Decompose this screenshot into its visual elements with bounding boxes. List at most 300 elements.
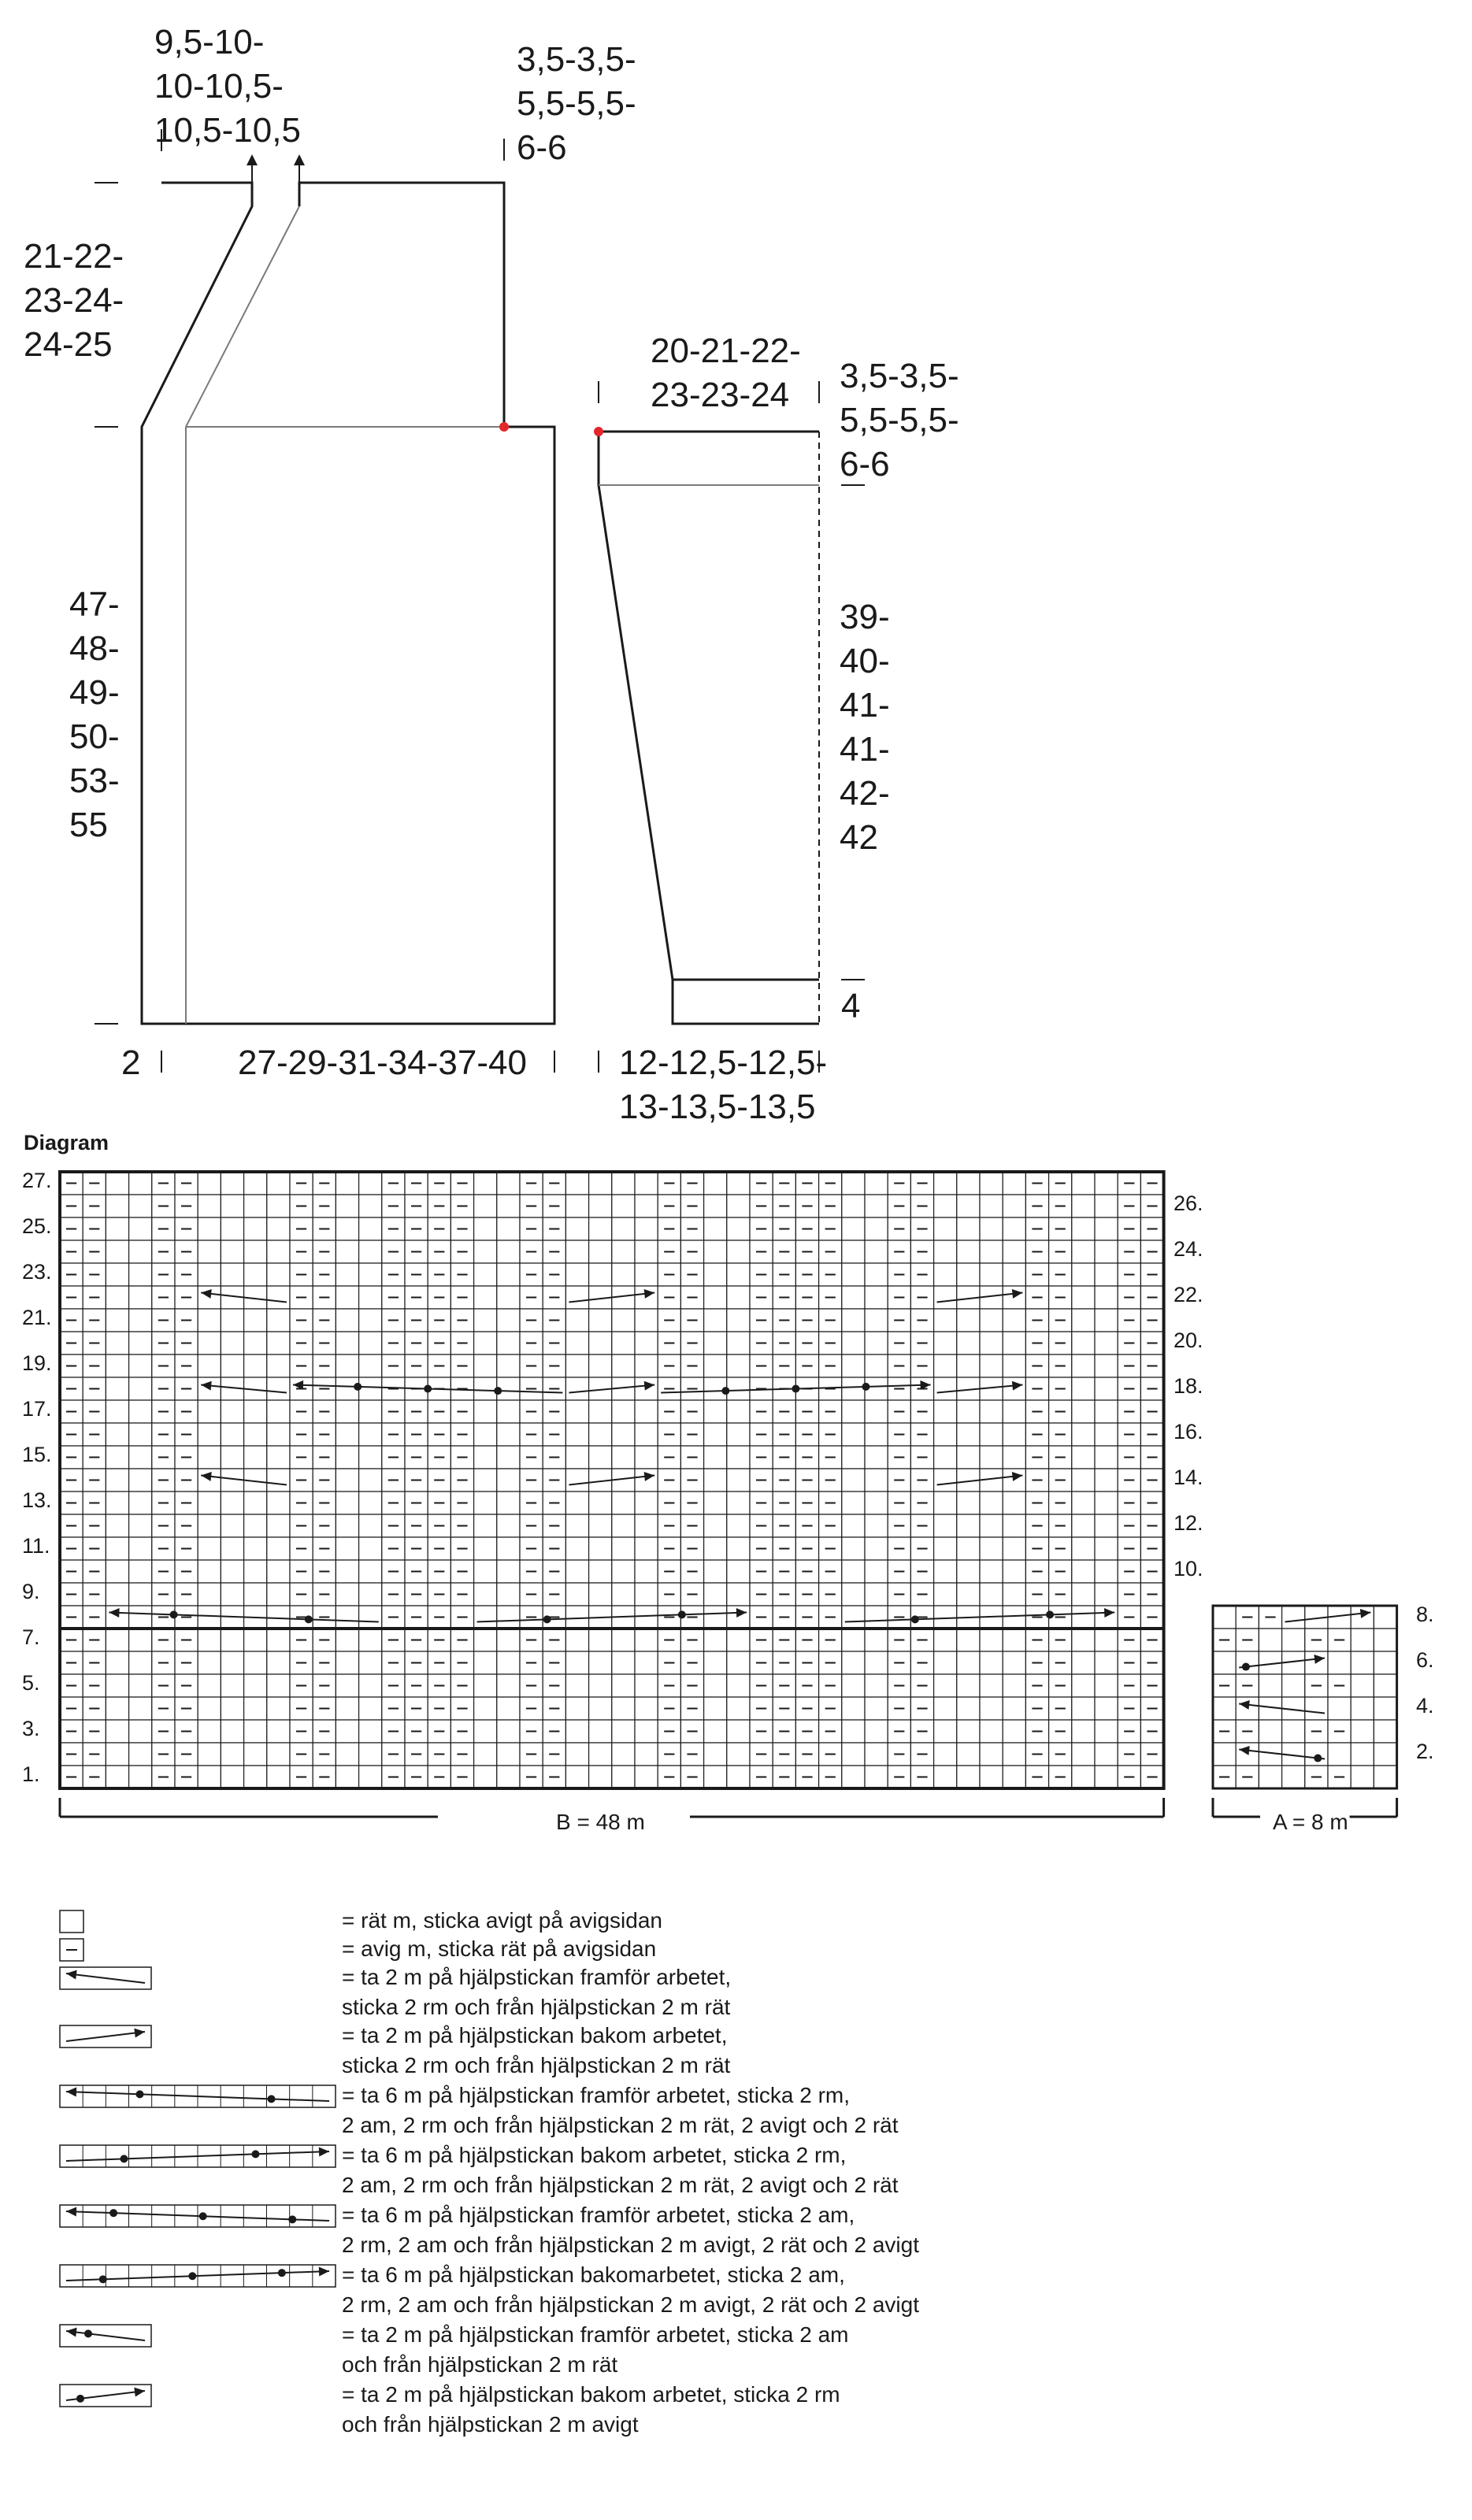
row-label-5: 5. xyxy=(22,1671,40,1695)
stitch-cell xyxy=(1095,1195,1118,1217)
legend-arrow-6-dot-1 xyxy=(199,2212,207,2220)
stitch-cell xyxy=(336,1651,358,1674)
stitch-cell xyxy=(1095,1354,1118,1377)
stitch-cell xyxy=(865,1629,888,1651)
stitch-cell xyxy=(244,1309,267,1332)
stitch-cell xyxy=(336,1674,358,1697)
stitch-cell xyxy=(612,1629,635,1651)
stitch-cell xyxy=(589,1263,612,1286)
stitch-cell xyxy=(727,1309,750,1332)
stitch-cell xyxy=(704,1354,727,1377)
stitch-cell xyxy=(1072,1514,1095,1537)
stitch-cell xyxy=(1095,1720,1118,1743)
stitch-cell xyxy=(129,1377,152,1400)
stitch-cell xyxy=(244,1629,267,1651)
stitch-cell xyxy=(474,1400,497,1423)
legend-arrow-4-dot-0 xyxy=(268,2095,276,2103)
stitch-cell xyxy=(244,1492,267,1514)
a-stitch-cell xyxy=(1351,1651,1374,1674)
stitch-cell xyxy=(1072,1469,1095,1492)
body-measure-ticks xyxy=(95,129,554,1073)
a-stitch-cell xyxy=(1328,1743,1351,1766)
stitch-cell xyxy=(221,1240,243,1263)
stitch-cell xyxy=(336,1354,358,1377)
stitch-cell xyxy=(865,1446,888,1469)
sleeve-piece-outline xyxy=(599,432,819,1024)
stitch-cell xyxy=(635,1446,658,1469)
legend-symbol-cable-2-2-front xyxy=(60,1967,151,1989)
stitch-cell xyxy=(865,1309,888,1332)
stitch-cell xyxy=(244,1172,267,1195)
stitch-cell xyxy=(957,1583,980,1606)
stitch-cell xyxy=(842,1423,865,1446)
row-label-11: 11. xyxy=(22,1534,50,1558)
stitch-cell xyxy=(934,1514,957,1537)
stitch-cell xyxy=(497,1332,520,1354)
stitch-cell xyxy=(497,1674,520,1697)
band-width-label: 2 xyxy=(121,1043,141,1082)
stitch-cell xyxy=(612,1172,635,1195)
a-stitch-cell xyxy=(1282,1674,1305,1697)
stitch-cell xyxy=(1072,1400,1095,1423)
stitch-cell xyxy=(106,1309,128,1332)
a-row-label-4: 4. xyxy=(1416,1694,1434,1718)
stitch-cell xyxy=(474,1332,497,1354)
row-label-12: 12. xyxy=(1174,1511,1203,1535)
stitch-cell xyxy=(635,1674,658,1697)
stitch-cell xyxy=(957,1560,980,1583)
stitch-cell xyxy=(934,1354,957,1377)
stitch-cell xyxy=(359,1172,382,1195)
stitch-cell xyxy=(565,1263,588,1286)
cable-row18-b-dot-2 xyxy=(354,1383,362,1391)
stitch-cell xyxy=(267,1400,290,1423)
stitch-cell xyxy=(635,1309,658,1332)
stitch-cell xyxy=(497,1423,520,1446)
stitch-cell xyxy=(336,1514,358,1537)
stitch-cell xyxy=(957,1492,980,1514)
stitch-cell xyxy=(244,1514,267,1537)
stitch-cell xyxy=(842,1674,865,1697)
stitch-cell xyxy=(1095,1514,1118,1537)
stitch-cell xyxy=(635,1720,658,1743)
stitch-cell xyxy=(957,1720,980,1743)
stitch-cell xyxy=(704,1743,727,1766)
stitch-cell xyxy=(106,1377,128,1400)
stitch-cell xyxy=(106,1263,128,1286)
stitch-cell xyxy=(1095,1172,1118,1195)
stitch-cell xyxy=(1095,1446,1118,1469)
stitch-cell xyxy=(842,1195,865,1217)
stitch-cell xyxy=(497,1514,520,1537)
stitch-cell xyxy=(589,1195,612,1217)
a-stitch-cell xyxy=(1351,1766,1374,1788)
stitch-cell xyxy=(474,1766,497,1788)
a-stitch-cell xyxy=(1282,1606,1305,1629)
legend-arrow-6-dot-2 xyxy=(109,2209,117,2217)
stitch-cell xyxy=(359,1606,382,1629)
stitch-cell xyxy=(198,1492,221,1514)
stitch-cell xyxy=(704,1446,727,1469)
stitch-cell xyxy=(129,1743,152,1766)
stitch-cell xyxy=(934,1195,957,1217)
stitch-cell xyxy=(842,1354,865,1377)
a-stitch-cell xyxy=(1328,1651,1351,1674)
stitch-cell xyxy=(474,1172,497,1195)
stitch-cell xyxy=(980,1172,1003,1195)
stitch-cell xyxy=(934,1172,957,1195)
stitch-cell xyxy=(980,1423,1003,1446)
stitch-cell xyxy=(359,1492,382,1514)
body-length-label: 47- 48- 49- 50- 53- 55 xyxy=(69,585,120,844)
stitch-cell xyxy=(842,1743,865,1766)
a-cable-row2-dot-0 xyxy=(1314,1755,1322,1762)
stitch-cell xyxy=(612,1537,635,1560)
stitch-cell xyxy=(635,1217,658,1240)
stitch-cell xyxy=(980,1354,1003,1377)
stitch-cell xyxy=(727,1446,750,1469)
cable-row8-a-dot-0 xyxy=(305,1615,313,1623)
stitch-cell xyxy=(129,1674,152,1697)
stitch-cell xyxy=(129,1606,152,1629)
stitch-cell xyxy=(221,1217,243,1240)
stitch-cell xyxy=(336,1469,358,1492)
stitch-cell xyxy=(474,1743,497,1766)
stitch-cell xyxy=(106,1629,128,1651)
stitch-cell xyxy=(359,1286,382,1309)
stitch-cell xyxy=(612,1263,635,1286)
stitch-cell xyxy=(221,1514,243,1537)
row-label-13: 13. xyxy=(22,1488,52,1512)
stitch-cell xyxy=(221,1263,243,1286)
stitch-cell xyxy=(1003,1537,1025,1560)
stitch-cell xyxy=(497,1720,520,1743)
cable-row8-a-dot-1 xyxy=(170,1610,178,1618)
stitch-cell xyxy=(842,1629,865,1651)
stitch-cell xyxy=(565,1423,588,1446)
stitch-cell xyxy=(198,1217,221,1240)
stitch-cell xyxy=(589,1537,612,1560)
stitch-cell xyxy=(635,1583,658,1606)
stitch-cell xyxy=(359,1537,382,1560)
stitch-cell xyxy=(589,1720,612,1743)
stitch-cell xyxy=(267,1263,290,1286)
cable-row8-b-dot-1 xyxy=(678,1610,686,1618)
stitch-cell xyxy=(704,1560,727,1583)
stitch-cell xyxy=(1072,1629,1095,1651)
stitch-cell xyxy=(957,1514,980,1537)
diagram-a-width-label: A = 8 m xyxy=(1273,1810,1348,1834)
stitch-cell xyxy=(704,1332,727,1354)
stitch-cell xyxy=(244,1195,267,1217)
stitch-cell xyxy=(1003,1720,1025,1743)
stitch-cell xyxy=(980,1332,1003,1354)
stitch-cell xyxy=(842,1172,865,1195)
stitch-cell xyxy=(336,1240,358,1263)
stitch-cell xyxy=(934,1583,957,1606)
stitch-cell xyxy=(612,1332,635,1354)
stitch-cell xyxy=(198,1195,221,1217)
stitch-cell xyxy=(267,1469,290,1492)
cuff-label: 4 xyxy=(841,987,861,1025)
stitch-cell xyxy=(474,1560,497,1583)
stitch-cell xyxy=(565,1172,588,1195)
stitch-cell xyxy=(1072,1195,1095,1217)
stitch-cell xyxy=(198,1697,221,1720)
stitch-cell xyxy=(497,1743,520,1766)
stitch-cell xyxy=(129,1423,152,1446)
stitch-cell xyxy=(336,1423,358,1446)
stitch-cell xyxy=(1072,1651,1095,1674)
stitch-cell xyxy=(957,1743,980,1766)
legend-arrow-6-dot-0 xyxy=(288,2215,296,2223)
stitch-cell xyxy=(1095,1400,1118,1423)
stitch-cell xyxy=(865,1400,888,1423)
stitch-cell xyxy=(1072,1354,1095,1377)
stitch-cell xyxy=(842,1332,865,1354)
stitch-cell xyxy=(1003,1651,1025,1674)
stitch-cell xyxy=(934,1629,957,1651)
stitch-cell xyxy=(612,1766,635,1788)
stitch-cell xyxy=(1072,1537,1095,1560)
a-stitch-cell xyxy=(1305,1743,1328,1766)
stitch-cell xyxy=(244,1332,267,1354)
stitch-cell xyxy=(589,1217,612,1240)
stitch-cell xyxy=(934,1400,957,1423)
stitch-cell xyxy=(129,1400,152,1423)
stitch-cell xyxy=(727,1217,750,1240)
stitch-cell xyxy=(704,1195,727,1217)
stitch-cell xyxy=(1072,1217,1095,1240)
stitch-cell xyxy=(842,1492,865,1514)
stitch-cell xyxy=(727,1332,750,1354)
stitch-cell xyxy=(267,1629,290,1651)
stitch-cell xyxy=(267,1172,290,1195)
stitch-cell xyxy=(497,1766,520,1788)
stitch-cell xyxy=(106,1332,128,1354)
stitch-cell xyxy=(704,1674,727,1697)
stitch-cell xyxy=(474,1286,497,1309)
stitch-cell xyxy=(359,1514,382,1537)
stitch-cell xyxy=(565,1446,588,1469)
stitch-cell xyxy=(957,1172,980,1195)
a-row-label-6: 6. xyxy=(1416,1648,1434,1672)
stitch-cell xyxy=(934,1743,957,1766)
stitch-cell xyxy=(704,1217,727,1240)
stitch-cell xyxy=(635,1743,658,1766)
stitch-cell xyxy=(565,1354,588,1377)
stitch-cell xyxy=(842,1583,865,1606)
stitch-cell xyxy=(1072,1560,1095,1583)
stitch-cell xyxy=(865,1514,888,1537)
stitch-cell xyxy=(474,1697,497,1720)
stitch-cell xyxy=(589,1560,612,1583)
legend-symbol-cable-2-2-front-purl xyxy=(60,2325,151,2347)
stitch-cell xyxy=(336,1583,358,1606)
stitch-cell xyxy=(934,1377,957,1400)
stitch-cell xyxy=(957,1629,980,1651)
stitch-cell xyxy=(336,1446,358,1469)
stitch-cell xyxy=(934,1240,957,1263)
stitch-cell xyxy=(1095,1377,1118,1400)
legend-item-cable-6-6-back-knit: = ta 6 m på hjälpstickan bakom arbetet, sticka 2 rm, 2 am, 2 rm och från hjälpstickan 2 m rät, 2 avigt och 2 rät xyxy=(342,2143,899,2197)
stitch-cell xyxy=(635,1354,658,1377)
stitch-cell xyxy=(865,1537,888,1560)
stitch-cell xyxy=(106,1172,128,1195)
stitch-cell xyxy=(221,1332,243,1354)
stitch-cell xyxy=(267,1332,290,1354)
row-label-16: 16. xyxy=(1174,1420,1203,1443)
stitch-cell xyxy=(198,1514,221,1537)
sleeve-bottom-width-label: 12-12,5-12,5- 13-13,5-13,5 xyxy=(619,1043,828,1126)
stitch-cell xyxy=(106,1195,128,1217)
stitch-cell xyxy=(474,1240,497,1263)
stitch-cell xyxy=(1003,1354,1025,1377)
stitch-cell xyxy=(244,1560,267,1583)
stitch-cell xyxy=(497,1629,520,1651)
stitch-cell xyxy=(267,1286,290,1309)
stitch-cell xyxy=(842,1446,865,1469)
stitch-cell xyxy=(727,1240,750,1263)
stitch-cell xyxy=(267,1309,290,1332)
a-stitch-cell xyxy=(1213,1651,1236,1674)
stitch-cell xyxy=(474,1606,497,1629)
stitch-cell xyxy=(336,1537,358,1560)
stitch-cell xyxy=(980,1240,1003,1263)
stitch-cell xyxy=(106,1514,128,1537)
stitch-cell xyxy=(129,1697,152,1720)
stitch-cell xyxy=(934,1309,957,1332)
stitch-cell xyxy=(1072,1286,1095,1309)
stitch-cell xyxy=(635,1606,658,1629)
stitch-cell xyxy=(1095,1240,1118,1263)
stitch-cell xyxy=(129,1172,152,1195)
stitch-cell xyxy=(106,1240,128,1263)
stitch-cell xyxy=(612,1743,635,1766)
stitch-cell xyxy=(727,1514,750,1537)
stitch-cell xyxy=(244,1583,267,1606)
a-cable-row6-dot-0 xyxy=(1242,1663,1250,1671)
stitch-cell xyxy=(244,1400,267,1423)
stitch-cell xyxy=(704,1172,727,1195)
stitch-cell xyxy=(221,1172,243,1195)
neck-width-label: 9,5-10- 10-10,5- 10,5-10,5 xyxy=(154,23,301,150)
stitch-cell xyxy=(635,1195,658,1217)
stitch-cell xyxy=(957,1766,980,1788)
stitch-cell xyxy=(612,1492,635,1514)
stitch-cell xyxy=(635,1537,658,1560)
stitch-cell xyxy=(221,1492,243,1514)
stitch-cell xyxy=(957,1651,980,1674)
a-stitch-cell xyxy=(1213,1697,1236,1720)
stitch-cell xyxy=(1003,1240,1025,1263)
stitch-cell xyxy=(359,1309,382,1332)
stitch-cell xyxy=(1095,1332,1118,1354)
stitch-cell xyxy=(244,1537,267,1560)
stitch-cell xyxy=(612,1583,635,1606)
stitch-cell xyxy=(497,1240,520,1263)
stitch-cell xyxy=(1072,1606,1095,1629)
stitch-cell xyxy=(1003,1743,1025,1766)
legend-item-cable-6-6-front-purl: = ta 6 m på hjälpstickan framför arbetet, sticka 2 am, 2 rm, 2 am och från hjälpstickan 2 m avigt, 2 rät och 2 avigt xyxy=(342,2203,920,2257)
stitch-cell xyxy=(842,1560,865,1583)
stitch-cell xyxy=(589,1492,612,1514)
stitch-cell xyxy=(1072,1423,1095,1446)
stitch-cell xyxy=(865,1423,888,1446)
stitch-cell xyxy=(244,1354,267,1377)
stitch-cell xyxy=(934,1537,957,1560)
stitch-cell xyxy=(934,1766,957,1788)
stitch-cell xyxy=(221,1400,243,1423)
stitch-cell xyxy=(267,1674,290,1697)
stitch-cell xyxy=(612,1217,635,1240)
cable-row8-b-dot-0 xyxy=(543,1615,551,1623)
stitch-cell xyxy=(612,1309,635,1332)
row-label-20: 20. xyxy=(1174,1329,1203,1352)
stitch-cell xyxy=(704,1629,727,1651)
a-stitch-cell xyxy=(1374,1606,1396,1629)
stitch-cell xyxy=(198,1629,221,1651)
row-label-25: 25. xyxy=(22,1214,52,1238)
stitch-cell xyxy=(934,1469,957,1492)
stitch-cell xyxy=(106,1720,128,1743)
stitch-cell xyxy=(865,1354,888,1377)
row-label-21: 21. xyxy=(22,1306,52,1329)
body-piece-outline xyxy=(142,183,554,1024)
stitch-cell xyxy=(565,1674,588,1697)
stitch-cell xyxy=(727,1377,750,1400)
stitch-cell xyxy=(612,1400,635,1423)
stitch-cell xyxy=(727,1537,750,1560)
stitch-cell xyxy=(612,1423,635,1446)
stitch-cell xyxy=(704,1651,727,1674)
stitch-cell xyxy=(980,1492,1003,1514)
stitch-cell xyxy=(1003,1514,1025,1537)
a-stitch-cell xyxy=(1282,1720,1305,1743)
stitch-cell xyxy=(704,1263,727,1286)
stitch-cell xyxy=(198,1263,221,1286)
stitch-cell xyxy=(727,1423,750,1446)
stitch-cell xyxy=(704,1309,727,1332)
stitch-cell xyxy=(980,1195,1003,1217)
stitch-cell xyxy=(980,1514,1003,1537)
stitch-cell xyxy=(198,1720,221,1743)
stitch-cell xyxy=(336,1629,358,1651)
stitch-cell xyxy=(934,1286,957,1309)
legend-arrow-7-dot-1 xyxy=(188,2272,196,2280)
stitch-cell xyxy=(565,1217,588,1240)
stitch-cell xyxy=(336,1195,358,1217)
stitch-cell xyxy=(267,1583,290,1606)
stitch-cell xyxy=(957,1217,980,1240)
stitch-cell xyxy=(474,1469,497,1492)
stitch-cell xyxy=(1095,1674,1118,1697)
a-stitch-cell xyxy=(1374,1743,1396,1766)
stitch-cell xyxy=(1003,1629,1025,1651)
stitch-cell xyxy=(267,1537,290,1560)
stitch-cell xyxy=(957,1446,980,1469)
stitch-cell xyxy=(589,1309,612,1332)
stitch-cell xyxy=(1072,1172,1095,1195)
row-label-19: 19. xyxy=(22,1351,52,1375)
stitch-cell xyxy=(612,1697,635,1720)
stitch-cell xyxy=(589,1400,612,1423)
stitch-cell xyxy=(474,1446,497,1469)
stitch-cell xyxy=(865,1674,888,1697)
stitch-cell xyxy=(1095,1583,1118,1606)
stitch-cell xyxy=(336,1720,358,1743)
stitch-cell xyxy=(1072,1446,1095,1469)
